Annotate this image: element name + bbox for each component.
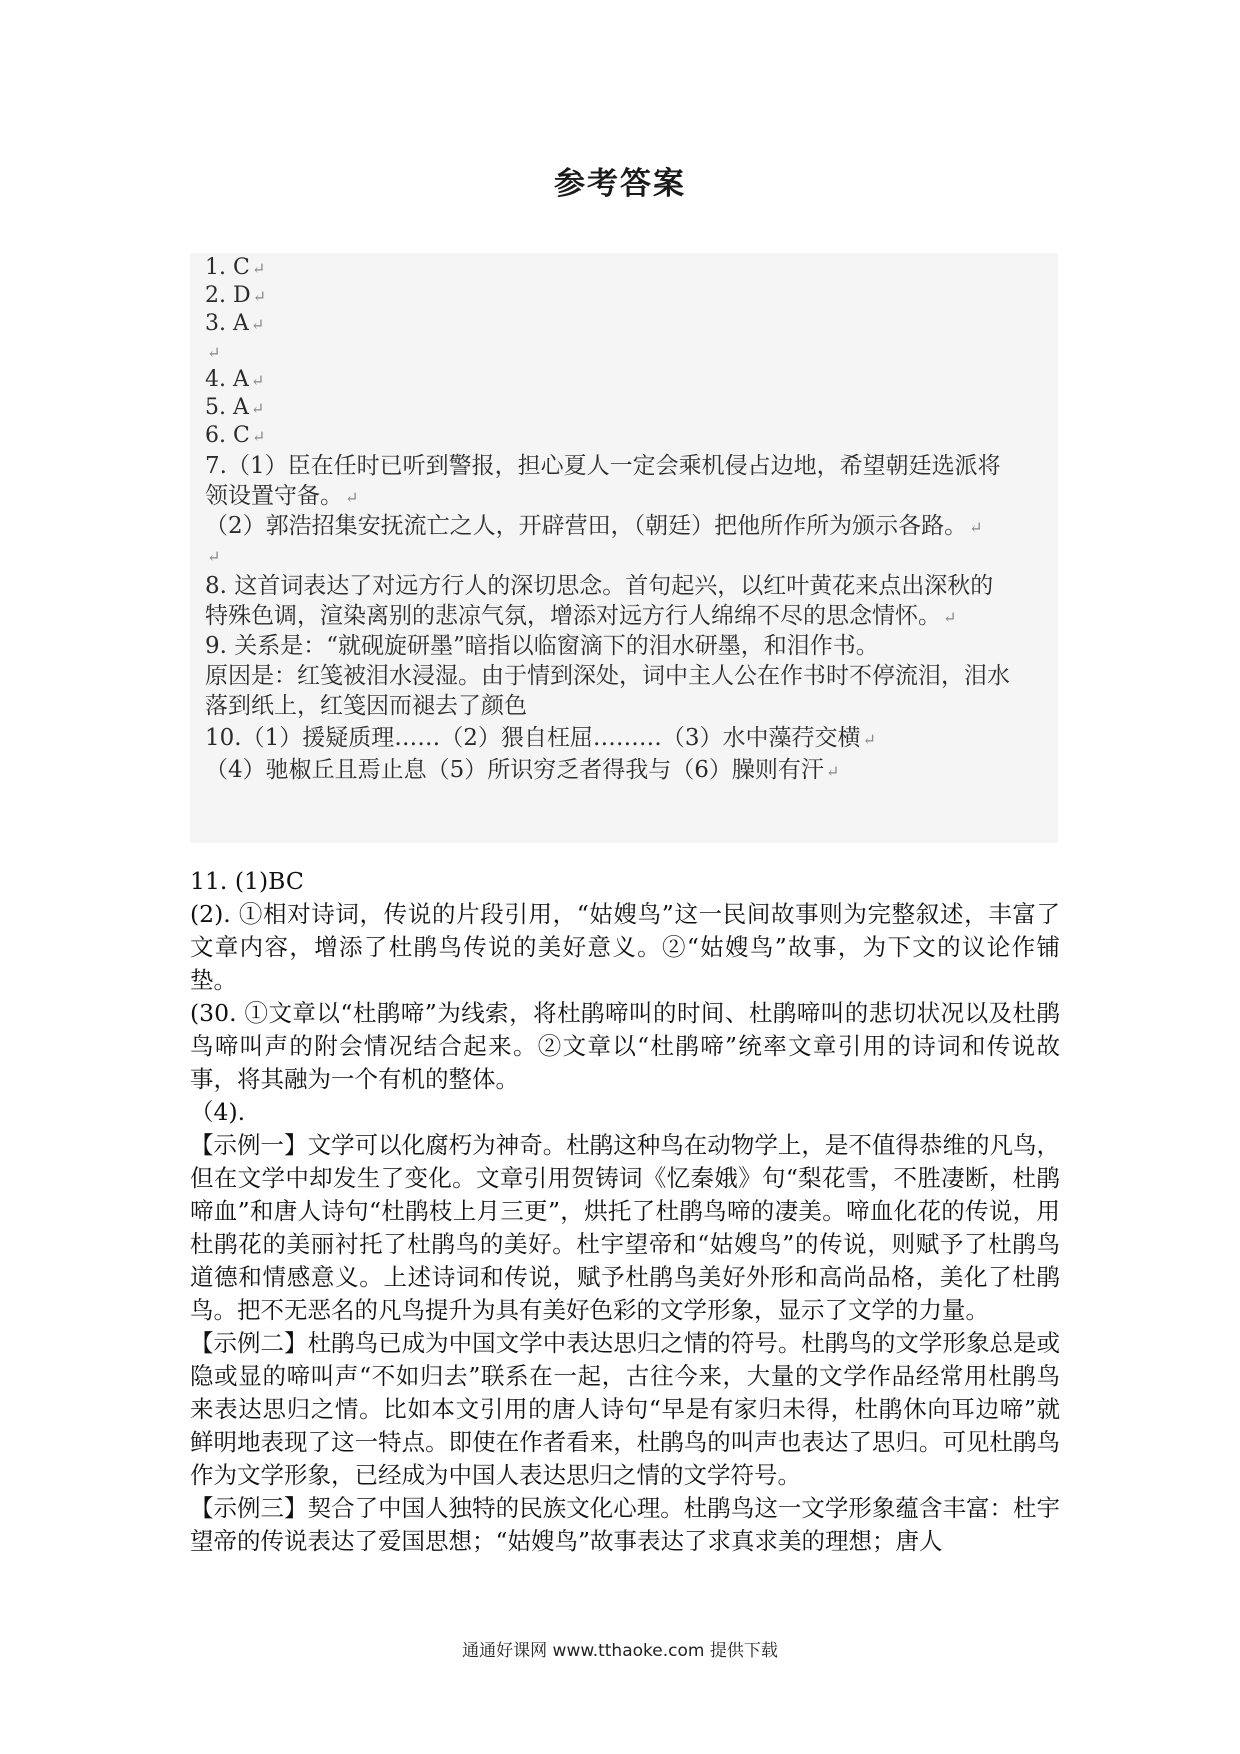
answer-paragraph: 【示例三】契合了中国人独特的民族文化心理。杜鹃鸟这一文学形象蕴含丰富：杜宇望帝的传说表达了爱国思想；“姑嫂鸟”故事表达了求真求美的理想；唐人 (190, 1494, 1060, 1555)
answer-line: 特殊色调，渲染离别的悲凉气氛，增添对远方行人绵绵不尽的思念情怀。 ↵ (205, 603, 957, 629)
footer-credit: 通通好课网 www.tthaoke.com 提供下载 (462, 1641, 778, 1661)
answer-line: 9. 关系是：“就砚旋研墨”暗指以临窗滴下的泪水研墨，和泪作书。 (205, 633, 879, 659)
answer-line: 原因是：红笺被泪水浸湿。由于情到深处，词中主人公在作书时不停流泪，泪水 (205, 663, 1010, 689)
answer-line: 落到纸上，红笺因而褪去了颜色 (205, 693, 527, 719)
answer-line: 4. A ↵ (205, 367, 265, 392)
answer-line: 8. 这首词表达了对远方行人的深切思念。首句起兴，以红叶黄花来点出深秋的 (205, 573, 994, 599)
answer-line: （4）驰椒丘且焉止息（5）所识穷乏者得我与（6）臊则有汗 ↵ (205, 757, 840, 783)
answer-line: 5. A ↵ (205, 395, 265, 420)
page-title: 参考答案 (554, 166, 686, 202)
answer-paragraph: 11. (1)BC (190, 867, 304, 895)
scanned-answer-block (190, 253, 1058, 843)
answer-paragraph: 【示例一】文学可以化腐朽为神奇。杜鹃这种鸟在动物学上，是不值得恭维的凡鸟，但在文学中却发生了变化。文章引用贺铸词《忆秦娥》句“梨花雪，不胜凄断，杜鹃啼血”和唐人诗句“杜鹃枝上月三更”，烘托了杜鹃鸟啼的凄美。啼血化花的传说，用杜鹃花的美丽衬托了杜鹃鸟的美好。杜宇望帝和“姑嫂鸟”的传说，则赋予了杜鹃鸟道德和情感意义。上述诗词和传说，赋予杜鹃鸟美好外形和高尚品格，美化了杜鹃鸟。把不无恶名的凡鸟提升为具有美好色彩的文学形象，显示了文学的力量。 (190, 1131, 1060, 1324)
answer-paragraph: 【示例二】杜鹃鸟已成为中国文学中表达思归之情的符号。杜鹃鸟的文学形象总是或隐或显的啼叫声“不如归去”联系在一起，古往今来，大量的文学作品经常用杜鹃鸟来表达思归之情。比如本文引用的唐人诗句“早是有家归未得，杜鹃休向耳边啼”就鲜明地表现了这一特点。即使在作者看来，杜鹃鸟的叫声也表达了思归。可见杜鹃鸟作为文学形象，已经成为中国人表达思归之情的文学符号。 (190, 1329, 1060, 1489)
answer-paragraph: （4). (190, 1098, 246, 1126)
answer-line: ↵ (207, 343, 221, 362)
answer-line: 7.（1）臣在任时已听到警报，担心夏人一定会乘机侵占边地，希望朝廷选派将 (205, 453, 1001, 479)
answer-paragraph: (30. ①文章以“杜鹃啼”为线索，将杜鹃啼叫的时间、杜鹃啼叫的悲切状况以及杜鹃鸟啼叫声的附会情况结合起来。②文章以“杜鹃啼”统率文章引用的诗词和传说故事，将其融为一个有机的整体。 (190, 999, 1060, 1093)
answer-line: ↵ (207, 547, 221, 566)
answer-line: （2）郭浩招集安抚流亡之人，开辟营田，（朝廷）把他所作所为颁示各路。 ↵ (205, 513, 983, 539)
answer-line: 1. C ↵ (205, 255, 266, 280)
answer-line: 领设置守备。 ↵ (205, 483, 359, 509)
answer-line: 2. D ↵ (205, 283, 267, 308)
answer-body (190, 865, 1060, 1558)
answer-paragraph: (2). ①相对诗词，传说的片段引用，“姑嫂鸟”这一民间故事则为完整叙述，丰富了文章内容，增添了杜鹃鸟传说的美好意义。②“姑嫂鸟”故事，为下文的议论作铺垫。 (190, 900, 1060, 994)
answer-line: 6. C ↵ (205, 423, 266, 448)
answer-line: 10.（1）援疑质理……（2）猥自枉屈………（3）水中藻荇交横 ↵ (205, 725, 876, 751)
answer-line: 3. A ↵ (205, 311, 265, 336)
